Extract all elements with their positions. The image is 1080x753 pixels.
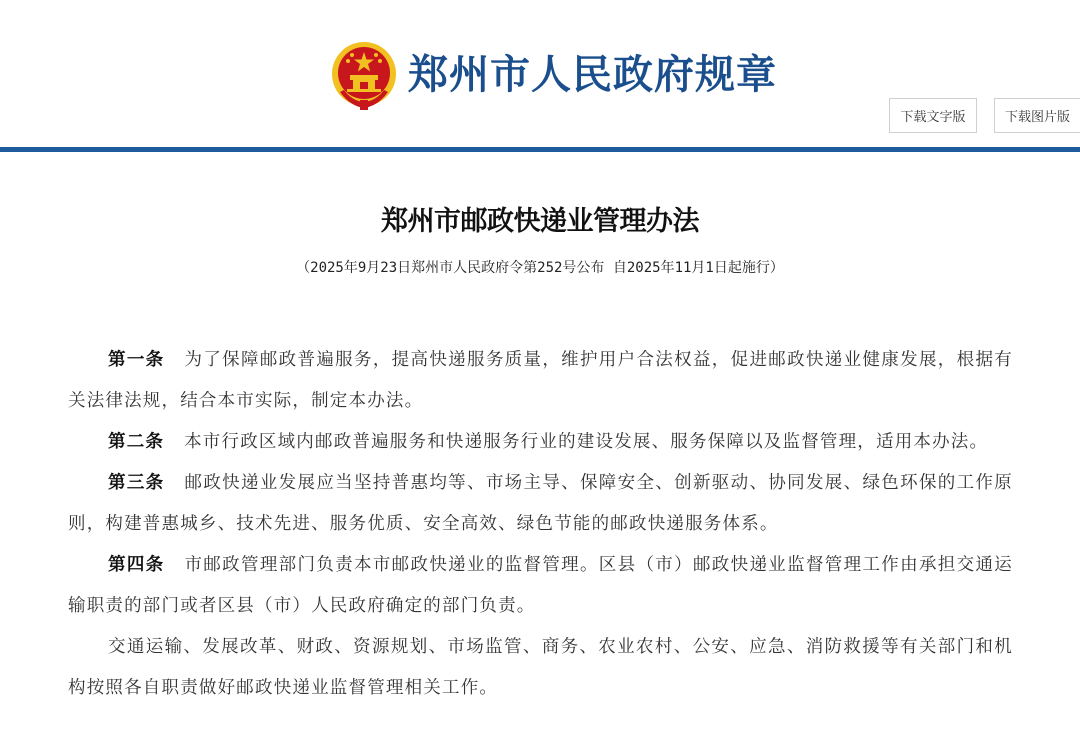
national-emblem-icon: [330, 40, 398, 112]
document-title: 郑州市邮政快递业管理办法: [381, 206, 699, 237]
article-paragraph: [68, 422, 1013, 463]
article-text: 邮政快递业发展应当坚持普惠均等、市场主导、保障安全、创新驱动、协同发展、绿色环保的工作原则，构建普惠城乡、技术先进、服务优质、安全高效、绿色节能的邮政快递服务体系。: [68, 473, 1013, 534]
paragraph-text: 交通运输、发展改革、财政、资源规划、市场监管、商务、农业农村、公安、应急、消防救援等有关部门和机构按照各自职责做好邮政快递业监督管理相关工作。: [68, 637, 1013, 698]
download-text-version-button[interactable]: 下载文字版: [889, 98, 977, 133]
site-header: [0, 0, 1080, 148]
article-text: 为了保障邮政普遍服务，提高快递服务质量，维护用户合法权益，促进邮政快递业健康发展，根据有关法律法规，结合本市实际，制定本办法。: [68, 350, 1013, 411]
paragraph: [68, 627, 1013, 709]
article-paragraph: [68, 545, 1013, 627]
document-body: [68, 340, 1013, 709]
site-title: 郑州市人民政府规章: [408, 51, 777, 98]
article-number: 第四条: [108, 555, 165, 575]
article-number: 第一条: [108, 350, 165, 370]
header-divider: [0, 147, 1080, 152]
article-paragraph: [68, 340, 1013, 422]
download-image-version-button[interactable]: 下载图片版: [994, 98, 1080, 133]
document-subtitle: （2025年9月23日郑州市人民政府令第252号公布 自2025年11月1日起施行）: [296, 260, 784, 276]
article-text: 市邮政管理部门负责本市邮政快递业的监督管理。区县（市）邮政快递业监督管理工作由承担交通运输职责的部门或者区县（市）人民政府确定的部门负责。: [68, 555, 1013, 616]
article-paragraph: [68, 463, 1013, 545]
article-number: 第三条: [108, 473, 165, 493]
article-number: 第二条: [108, 432, 165, 452]
article-text: 本市行政区域内邮政普遍服务和快递服务行业的建设发展、服务保障以及监督管理，适用本办法。: [184, 432, 989, 452]
